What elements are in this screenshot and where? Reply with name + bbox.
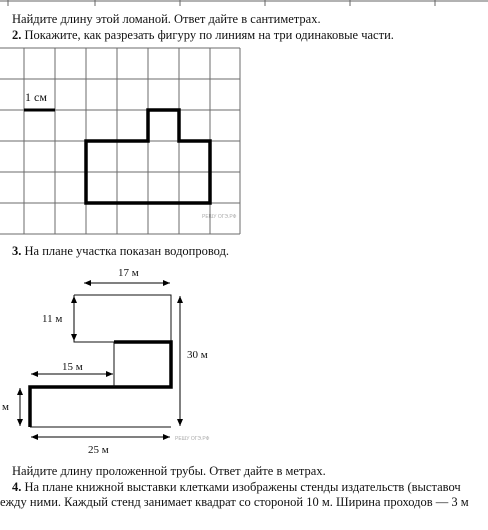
pipe-watermark: РЕШУ ОГЭ.РФ xyxy=(175,436,210,442)
problem4-number: 4. xyxy=(12,480,22,494)
problem2-number: 2. xyxy=(12,28,22,42)
problem4-line1 xyxy=(12,480,461,495)
label-middle: 15 м xyxy=(62,361,83,373)
problem3-question: Найдите длину проложенной трубы. Ответ дайте в метрах. xyxy=(12,464,326,478)
label-upper-left: 11 м xyxy=(42,313,63,325)
grid-watermark: РЕШУ ОГЭ.РФ xyxy=(202,214,237,220)
plot-outline xyxy=(74,295,171,342)
problem1-question: Найдите длину этой ломаной. Ответ дайте в сантиметрах. xyxy=(12,12,321,26)
problem4-line2: ежду ними. Каждый стенд занимает квадрат со стороной 10 м. Ширина проходов — 3 м xyxy=(0,495,469,509)
scale-label: 1 см xyxy=(25,90,47,104)
label-left-cut: м xyxy=(2,401,9,413)
problem2-text: Покажите, как разрезать фигуру по линиям на три одинаковые части. xyxy=(21,28,394,42)
problem4-text-1: На плане книжной выставки клетками изображены стенды издательств (выставоч xyxy=(21,480,461,494)
pipe-line xyxy=(30,342,171,427)
label-bottom: 25 м xyxy=(88,444,109,456)
problem3-number: 3. xyxy=(12,244,22,258)
label-top: 17 м xyxy=(118,267,139,279)
problem3-text: На плане участка показан водопровод. xyxy=(21,244,230,258)
label-right: 30 м xyxy=(187,349,208,361)
